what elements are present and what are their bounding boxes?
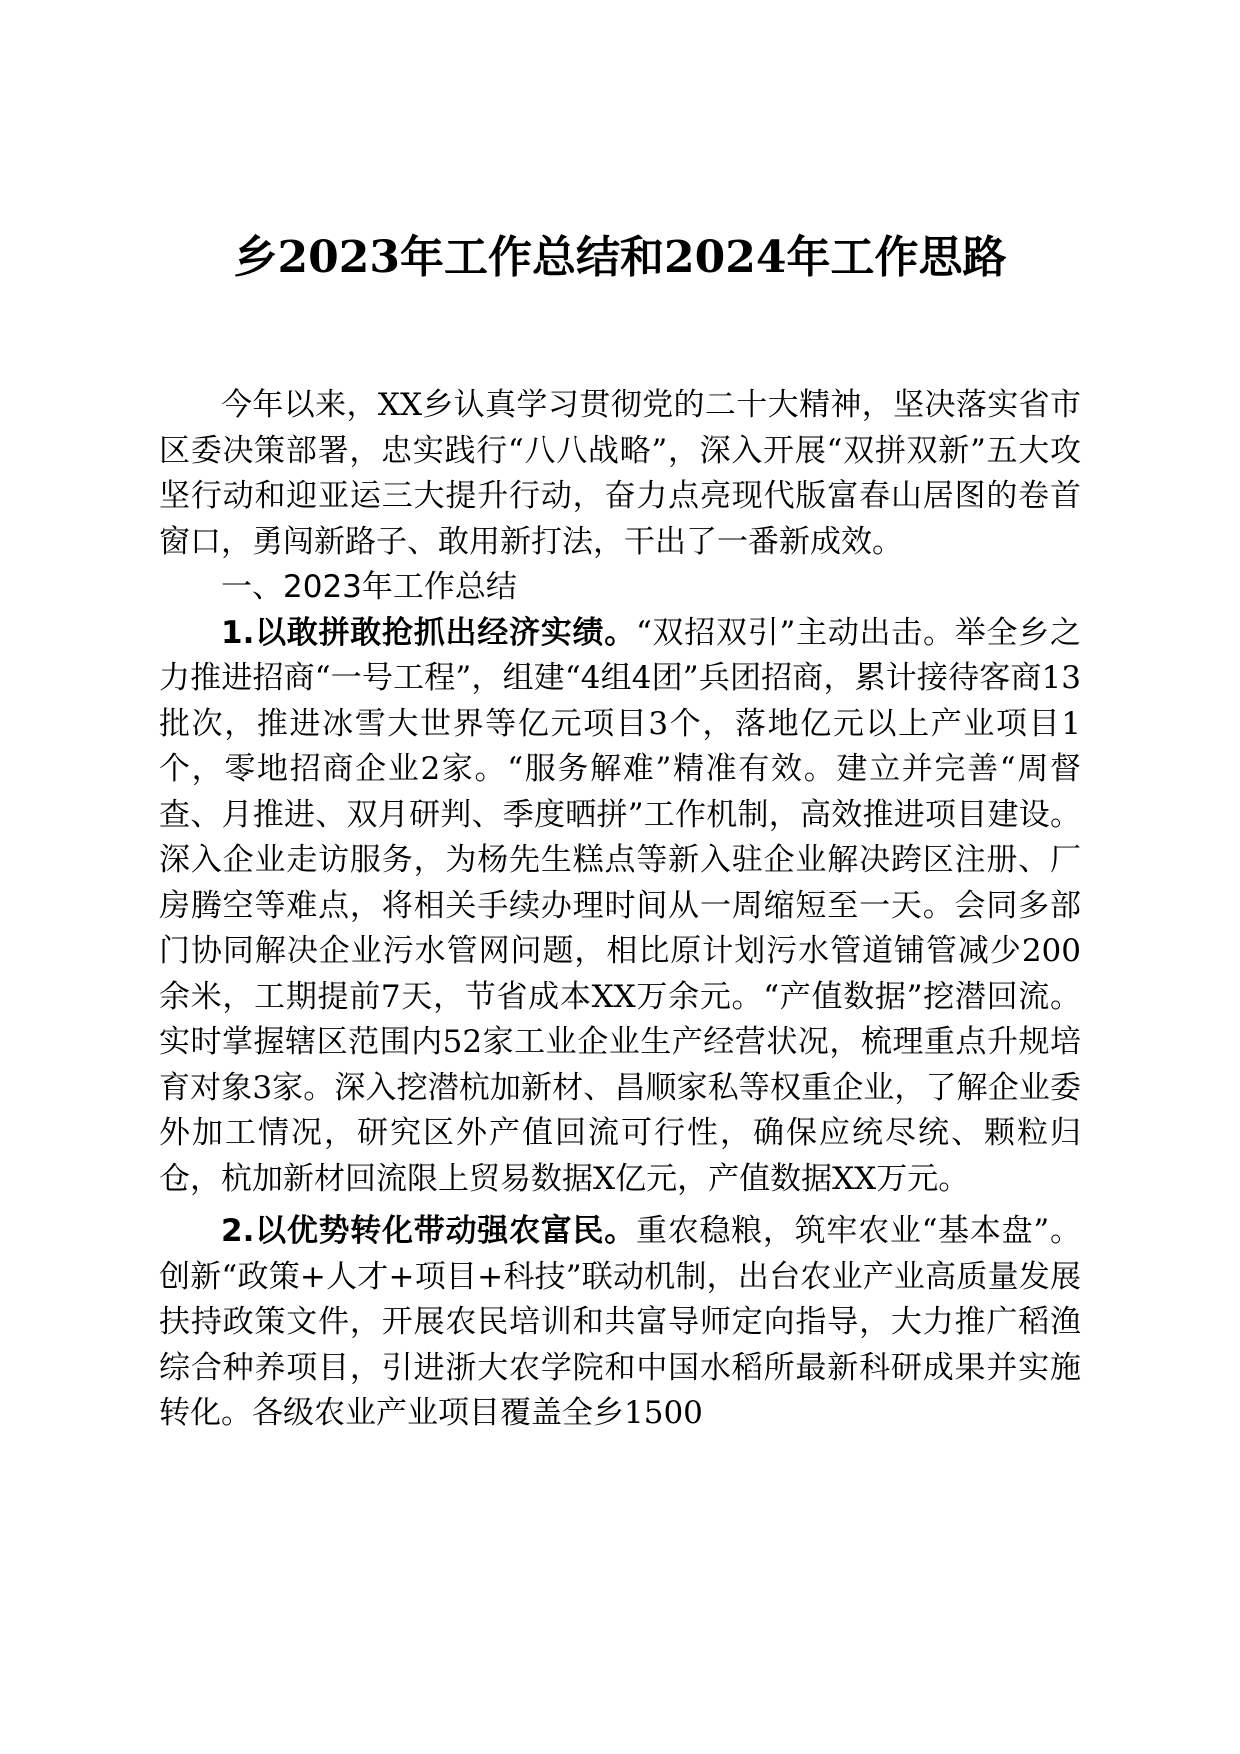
document-body [159,383,1081,1437]
document-title: 乡2023年工作总结和2024年工作思路 [233,232,1007,283]
section-heading: 一、2023年工作总结 [221,569,517,605]
paragraph-lead: 1.以敢拼敢抢抓出经济实绩。 [221,614,636,651]
paragraph-item-1 [159,611,1081,1203]
paragraph-item-2 [159,1209,1081,1437]
paragraph-lead: 2.以优势转化带动强农富民。 [221,1213,636,1249]
paragraph-text: 重农稳粮，筑牢农业“基本盘”。创新“政策+人才+项目+科技”联动机制，出台农业产业高质量发展扶持政策文件，开展农民培训和共富导师定向指导，大力推广稻渔综合种养项目，引进浙大农学院和中国水稻所最新科研成果并实施转化。各级农业产业项目覆盖全乡1500 [159,1213,1081,1431]
intro-paragraph: 今年以来，XX乡认真学习贯彻党的二十大精神，坚决落实省市区委决策部署，忠实践行“八八战略”，深入开展“双拼双新”五大攻坚行动和迎亚运三大提升行动，奋力点亮现代版富春山居图的卷首窗口，勇闯新路子、敢用新打法，干出了一番新成效。 [159,387,1081,560]
paragraph-text: “双招双引”主动出击。举全乡之力推进招商“一号工程”，组建“4组4团”兵团招商，累计接待客商13批次，推进冰雪大世界等亿元项目3个，落地亿元以上产业项目1个，零地招商企业2家。“服务解难”精准有效。建立并完善“周督查、月推进、双月研判、季度晒拼”工作机制，高效推进项目建设。深入企业走访服务，为杨先生糕点等新入驻企业解决跨区注册、厂房腾空等难点，将相关手续办理时间从一周缩短至一天。会同多部门协同解决企业污水管网问题，相比原计划污水管道铺管减少200余米，工期提前7天，节省成本XX万余元。“产值数据”挖潜回流。实时掌握辖区范围内52家工业企业生产经营状况，梳理重点升规培育对象3家。深入挖潜杭加新材、昌顺家私等权重企业，了解企业委外加工情况，研究区外产值回流可行性，确保应统尽统、颗粒归仓，杭加新材回流限上贸易数据X亿元，产值数据XX万元。 [159,614,1081,1197]
